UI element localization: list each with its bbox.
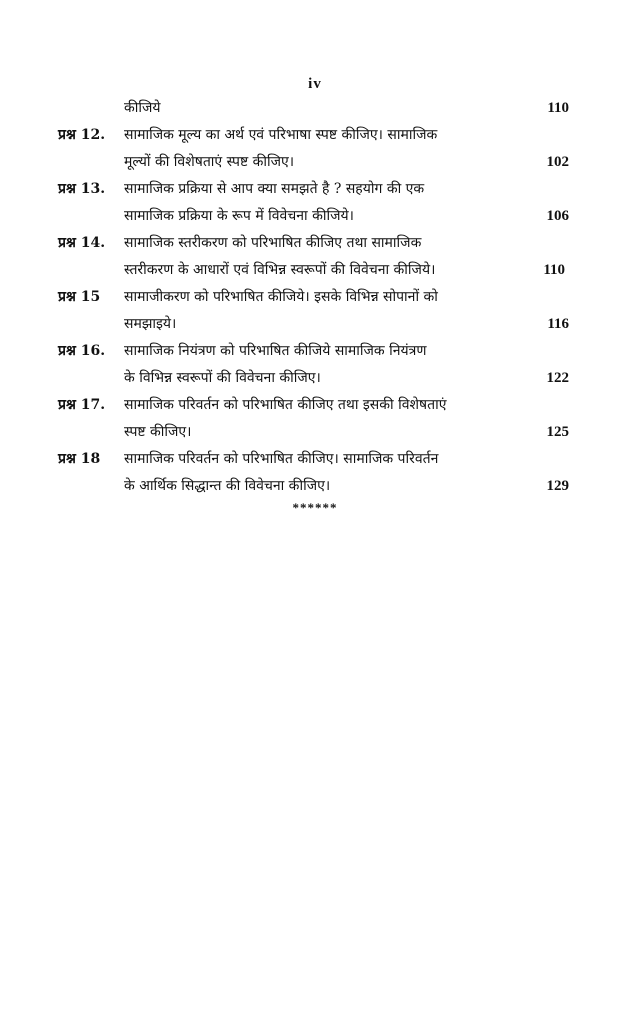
toc-entry-text: स्पष्ट कीजिए।: [124, 424, 192, 440]
toc-entry-label: प्रश्न 12.: [58, 127, 106, 143]
toc-entry-text: सामाजिक नियंत्रण को परिभाषित कीजिये सामाजिक नियंत्रण: [124, 343, 427, 359]
toc-entry-text: के आर्थिक सिद्धान्त की विवेचना कीजिए।: [124, 478, 331, 494]
toc-entry-text: समझाइये।: [124, 316, 177, 332]
toc-entry-15: [58, 284, 573, 338]
page-number: iv: [308, 76, 322, 92]
toc-entry-text: मूल्यों की विशेषताएं स्पष्ट कीजिए।: [124, 154, 295, 170]
toc-continuation: [58, 95, 573, 122]
toc-page-number: 102: [546, 154, 569, 170]
toc-entry-text: सामाजिक मूल्य का अर्थ एवं परिभाषा स्पष्ट कीजिए। सामाजिक: [124, 127, 438, 143]
toc-entry-17: [58, 392, 573, 446]
toc-entry-text: सामाजिक परिवर्तन को परिभाषित कीजिए। सामाजिक परिवर्तन: [124, 451, 439, 467]
toc-entry-14: [58, 230, 573, 284]
toc-entry-text: सामाजिक प्रक्रिया के रूप में विवेचना कीजिये।: [124, 208, 354, 224]
toc-page-number: 110: [543, 262, 565, 278]
toc-page-number: 116: [547, 316, 569, 332]
toc-entry-16: [58, 338, 573, 392]
toc-entry-text: सामाजीकरण को परिभाषित कीजिये। इसके विभिन्न सोपानों को: [124, 289, 438, 305]
toc-page-number: 129: [546, 478, 569, 494]
toc-entry-text: सामाजिक स्तरीकरण को परिभाषित कीजिए तथा सामाजिक: [124, 235, 422, 251]
toc-entry-13: [58, 176, 573, 230]
table-of-contents: [58, 95, 573, 500]
toc-page-number: 106: [546, 208, 569, 224]
toc-page-number: 122: [546, 370, 569, 386]
toc-entry-text: के विभिन्न स्वरूपों की विवेचना कीजिए।: [124, 370, 321, 386]
toc-entry-label: प्रश्न 14.: [58, 235, 106, 251]
toc-entry-label: प्रश्न 18: [58, 451, 101, 467]
toc-entry-label: प्रश्न 15: [58, 289, 101, 305]
toc-entry-label: प्रश्न 13.: [58, 181, 106, 197]
toc-entry-label: प्रश्न 16.: [58, 343, 106, 359]
toc-entry-text: सामाजिक प्रक्रिया से आप क्या समझते है ? सहयोग की एक: [124, 181, 425, 197]
toc-entry-label: प्रश्न 17.: [58, 397, 106, 413]
toc-entry-text: कीजिये: [124, 100, 161, 116]
toc-page-number: 110: [547, 100, 569, 116]
toc-entry-text: स्तरीकरण के आधारों एवं विभिन्न स्वरूपों की विवेचना कीजिये।: [124, 262, 436, 278]
end-marker: ******: [292, 500, 338, 515]
toc-entry-12: [58, 122, 573, 176]
toc-entry-text: सामाजिक परिवर्तन को परिभाषित कीजिए तथा इसकी विशेषताएं: [124, 397, 447, 413]
toc-entry-18: [58, 446, 573, 500]
toc-page-number: 125: [546, 424, 569, 440]
